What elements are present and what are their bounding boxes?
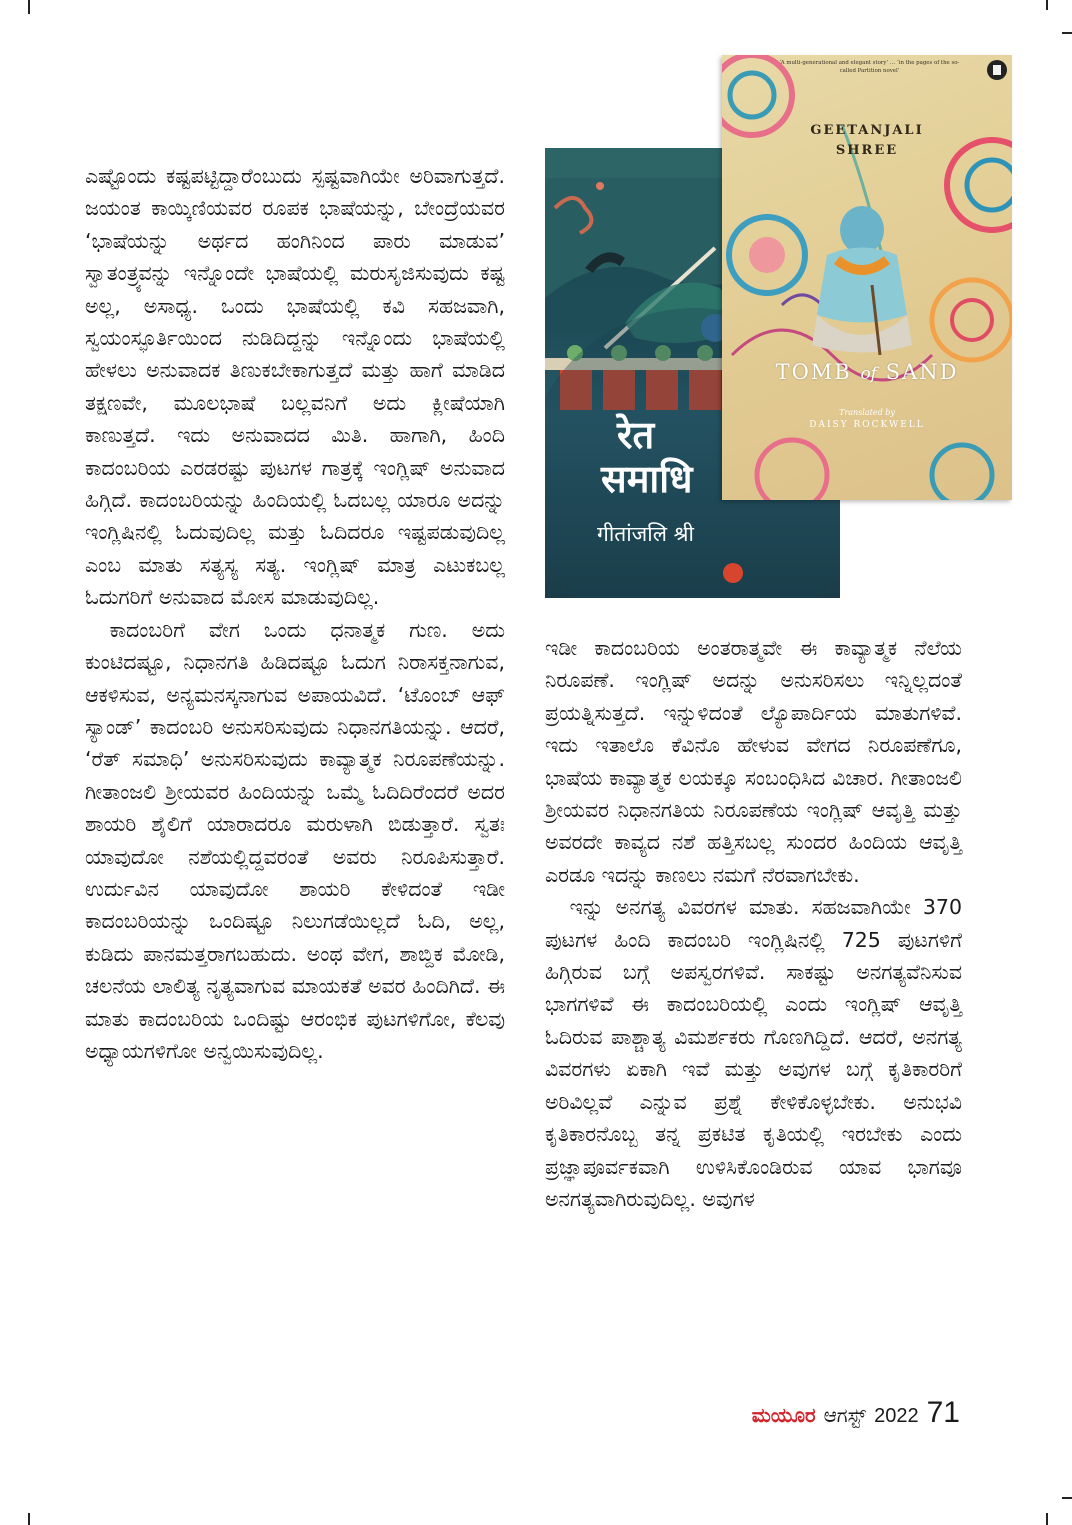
page-footer xyxy=(752,1396,960,1430)
paragraph: ಇಡೀ ಕಾದಂಬರಿಯ ಅಂತರಾತ್ಮವೇ ಈ ಕಾವ್ಯಾತ್ಮಕ ನೆಲೆಯ ನಿರೂಪಣೆ. ಇಂಗ್ಲಿಷ್ ಅದನ್ನು ಅನುಸರಿಸಲು ಇನ್ನಿಲ್ಲದಂತೆ ಪ್ರಯತ್ನಿಸುತ್ತದೆ. ಇನ್ನುಳಿದಂತೆ ಲ್ಯೊಪಾರ್ದಿಯ ಮಾತುಗಳಿವೆ. ಇದು ಇತಾಲೊ ಕೆವಿನೊ ಹೇಳುವ ವೇಗದ ನಿರೂಪಣೆಗೂ, ಭಾಷೆಯ ಕಾವ್ಯಾತ್ಮಕ ಲಯಕ್ಕೂ ಸಂಬಂಧಿಸಿದ ವಿಚಾರ. ಗೀತಾಂಜಲಿ ಶ್ರೀಯವರ ನಿಧಾನಗತಿಯ ನಿರೂಪಣೆಯ ಇಂಗ್ಲಿಷ್ ಆವೃತ್ತಿ ಮತ್ತು ಅವರದೇ ಕಾವ್ಯದ ನಶೆ ಹತ್ತಿಸಬಲ್ಲ ಸುಂದರ ಹಿಂದಿಯ ಆವೃತ್ತಿ ಎರಡೂ ಇದನ್ನು ಕಾಣಲು ನಮಗೆ ನೆರವಾಗಬೇಕು. xyxy=(545,636,962,887)
tomb-title-word-of: of xyxy=(860,364,877,384)
tomb-translated-by: Translated by xyxy=(839,408,895,417)
issue-month: ಆಗಸ್ಟ್ xyxy=(823,1405,867,1427)
article-column-right xyxy=(545,632,962,1215)
tomb-title-word-sand: SAND xyxy=(885,360,959,384)
tomb-translator: DAISY ROCKWELL xyxy=(809,420,925,430)
tomb-author: GEETANJALI SHREE xyxy=(810,123,924,158)
crop-mark-right-upper xyxy=(1062,32,1072,34)
issue-year: 2022 xyxy=(874,1405,919,1427)
paragraph: ಇನ್ನು ಅನಗತ್ಯ ವಿವರಗಳ ಮಾತು. ಸಹಜವಾಗಿಯೇ 370 ಪುಟಗಳ ಹಿಂದಿ ಕಾದಂಬರಿ ಇಂಗ್ಲಿಷಿನಲ್ಲಿ 725 ಪುಟಗಳಿಗೆ ಹಿಗ್ಗಿರುವ ಬಗ್ಗೆ ಅಪಸ್ವರಗಳಿವೆ. ಸಾಕಷ್ಟು ಅನಗತ್ಯವೆನಿಸುವ ಭಾಗಗಳಿವೆ ಈ ಕಾದಂಬರಿಯಲ್ಲಿ ಎಂದು ಇಂಗ್ಲಿಷ್ ಆವೃತ್ತಿ ಓದಿರುವ ಪಾಶ್ಚಾತ್ಯ ವಿಮರ್ಶಕರು ಗೊಣಗಿದ್ದಿದೆ. ಆದರೆ, ಅನಗತ್ಯ ವಿವರಗಳು ಏಕಾಗಿ ಇವೆ ಮತ್ತು ಅವುಗಳ ಬಗ್ಗೆ ಕೃತಿಕಾರರಿಗೆ ಅರಿವಿಲ್ಲವೆ ಎನ್ನುವ ಪ್ರಶ್ನೆ ಕೇಳಿಕೊಳ್ಳಬೇಕು. ಅನುಭವಿ ಕೃತಿಕಾರನೊಬ್ಬ ತನ್ನ ಪ್ರಕಟಿತ ಕೃತಿಯಲ್ಲಿ ಇರಬೇಕು ಎಂದು ಪ್ರಜ್ಞಾಪೂರ್ವಕವಾಗಿ ಉಳಿಸಿಕೊಂಡಿರುವ ಯಾವ ಭಾಗವೂ ಅನಗತ್ಯವಾಗಿರುವುದಿಲ್ಲ. ಅವುಗಳ xyxy=(545,895,962,1211)
ret-samadhi-title xyxy=(565,413,725,501)
ret-samadhi-title-line1: रेत xyxy=(617,413,655,457)
crop-mark-right-lower xyxy=(1062,1497,1072,1499)
crop-mark-top-right xyxy=(1046,0,1048,10)
tomb-title-word-tomb: TOMB xyxy=(775,360,852,384)
tomb-title xyxy=(722,360,1012,384)
crop-mark-bottom-left xyxy=(28,1513,30,1525)
crop-mark-bottom-right xyxy=(1046,1513,1048,1525)
article-column-left xyxy=(85,160,505,1067)
book-cover-tomb-of-sand xyxy=(722,55,1012,500)
ret-samadhi-title-line2: समाधि xyxy=(601,457,693,501)
paragraph: ಕಾದಂಬರಿಗೆ ವೇಗ ಒಂದು ಧನಾತ್ಮಕ ಗುಣ. ಅದು ಕುಂಟಿದಷ್ಟೂ, ನಿಧಾನಗತಿ ಹಿಡಿದಷ್ಟೂ ಓದುಗ ನಿರಾಸಕ್ತನಾಗುವ, ಆಕಳಿಸುವ, ಅನ್ಯಮನಸ್ಕನಾಗುವ ಅಪಾಯವಿದೆ. ‘ಟೊಂಬ್ ಆಫ್ ಸ್ಯಾಂಡ್’ ಕಾದಂಬರಿ ಅನುಸರಿಸುವುದು ನಿಧಾನಗತಿಯನ್ನು. ಆದರೆ, ‘ರೆತ್ ಸಮಾಧಿ’ ಅನುಸರಿಸುವುದು ಕಾವ್ಯಾತ್ಮಕ ನಿರೂಪಣೆಯನ್ನು. ಗೀತಾಂಜಲಿ ಶ್ರೀಯವರ ಹಿಂದಿಯನ್ನು ಒಮ್ಮೆ ಓದಿದಿರೆಂದರೆ ಅದರ ಶಾಯರಿ ಶೈಲಿಗೆ ಯಾರಾದರೂ ಮರುಳಾಗಿ ಬಿಡುತ್ತಾರೆ. ಸ್ವತಃ ಯಾವುದೋ ನಶೆಯಲ್ಲಿದ್ದವರಂತೆ ಅವರು ನಿರೂಪಿಸುತ್ತಾರೆ. ಉರ್ದುವಿನ ಯಾವುದೋ ಶಾಯರಿ ಕೇಳಿದಂತೆ ಇಡೀ ಕಾದಂಬರಿಯನ್ನು ಒಂದಿಷ್ಟೂ ನಿಲುಗಡೆಯಿಲ್ಲದೆ ಓದಿ, ಅಲ್ಲ, ಕುಡಿದು ಪಾನಮತ್ತರಾಗಬಹುದು. ಅಂಥ ವೇಗ, ಶಾಬ್ದಿಕ ಮೋಡಿ, ಚಲನೆಯ ಲಾಲಿತ್ಯ ನೃತ್ಯವಾಗುವ ಮಾಯಕತೆ ಅವರ ಹಿಂದಿಗಿದೆ. ಈ ಮಾತು ಕಾದಂಬರಿಯ ಒಂದಿಷ್ಟು ಆರಂಭಿಕ ಪುಟಗಳಿಗೋ, ಕೆಲವು ಅಧ್ಯಾಯಗಳಿಗೋ ಅನ್ವಯಿಸುವುದಿಲ್ಲ. xyxy=(85,617,505,1063)
crop-mark-top-left xyxy=(28,0,30,14)
paragraph: ಎಷ್ಟೊಂದು ಕಷ್ಟಪಟ್ಟಿದ್ದಾರೆಂಬುದು ಸ್ಪಷ್ಟವಾಗಿಯೇ ಅರಿವಾಗುತ್ತದೆ. ಜಯಂತ ಕಾಯ್ಕಿಣಿಯವರ ರೂಪಕ ಭಾಷೆಯನ್ನು, ಬೇಂದ್ರೆಯವರ ‘ಭಾಷೆಯನ್ನು ಅರ್ಥದ ಹಂಗಿನಿಂದ ಪಾರು ಮಾಡುವ’ ಸ್ವಾತಂತ್ರ್ಯವನ್ನು ಇನ್ನೊಂದೇ ಭಾಷೆಯಲ್ಲಿ ಮರುಸೃಜಿಸುವುದು ಕಷ್ಟ ಅಲ್ಲ, ಅಸಾಧ್ಯ. ಒಂದು ಭಾಷೆಯಲ್ಲಿ ಕವಿ ಸಹಜವಾಗಿ, ಸ್ವಯಂಸ್ಫೂರ್ತಿಯಿಂದ ನುಡಿದಿದ್ದನ್ನು ಇನ್ನೊಂದು ಭಾಷೆಯಲ್ಲಿ ಹೇಳಲು ಅನುವಾದಕ ತಿಣುಕಬೇಕಾಗುತ್ತದೆ ಮತ್ತು ಹಾಗೆ ಮಾಡಿದ ತಕ್ಷಣವೇ, ಮೂಲಭಾಷೆ ಬಲ್ಲವನಿಗೆ ಅದು ಕ್ಲೀಷೆಯಾಗಿ ಕಾಣುತ್ತದೆ. ಇದು ಅನುವಾದದ ಮಿತಿ. ಹಾಗಾಗಿ, ಹಿಂದಿ ಕಾದಂಬರಿಯ ಎರಡರಷ್ಟು ಪುಟಗಳ ಗಾತ್ರಕ್ಕೆ ಇಂಗ್ಲಿಷ್ ಅನುವಾದ ಹಿಗ್ಗಿದೆ. ಕಾದಂಬರಿಯನ್ನು ಹಿಂದಿಯಲ್ಲಿ ಓದಬಲ್ಲ ಯಾರೂ ಅದನ್ನು ಇಂಗ್ಲಿಷಿನಲ್ಲಿ ಓದುವುದಿಲ್ಲ ಮತ್ತು ಓದಿದರೂ ಇಷ್ಟಪಡುವುದಿಲ್ಲ ಎಂಬ ಮಾತು ಸತ್ಯಸ್ಯ ಸತ್ಯ. ಇಂಗ್ಲಿಷ್ ಮಾತ್ರ ಎಟುಕಬಲ್ಲ ಓದುಗರಿಗೆ ಅನುವಾದ ಮೋಸ ಮಾಡುವುದಿಲ್ಲ. xyxy=(85,164,505,610)
tomb-blurb: ‘A multi-generational and elegant story’ … ‘in the pages of the so-called Partition novel’ xyxy=(779,60,960,74)
ret-samadhi-author: गीतांजलि श्री xyxy=(597,522,694,546)
page-number: 71 xyxy=(926,1396,960,1429)
magazine-brand: ಮಯೂರ xyxy=(751,1405,816,1427)
